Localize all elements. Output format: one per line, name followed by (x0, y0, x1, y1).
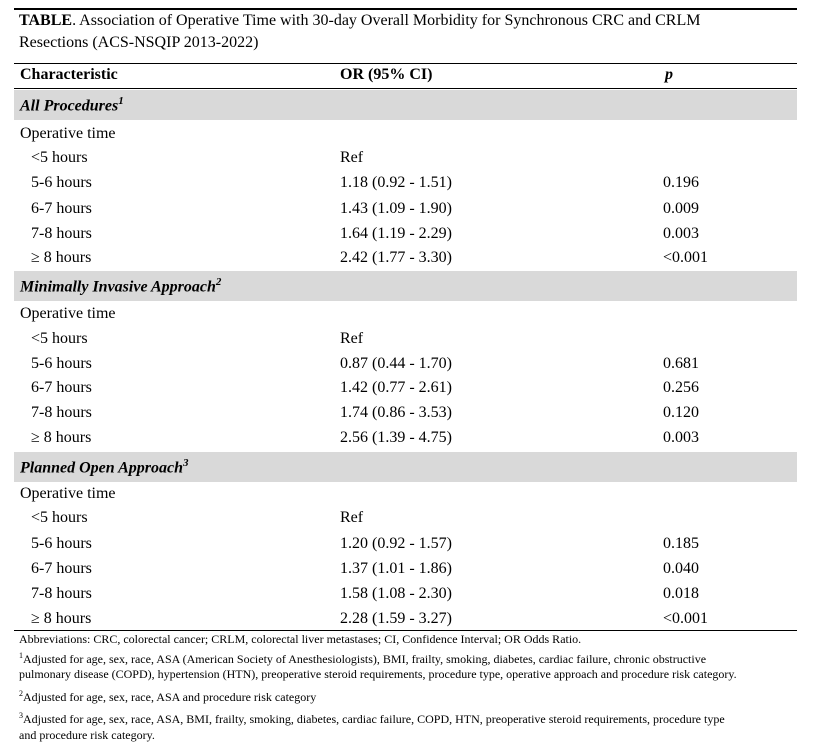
footnote-abbreviations: Abbreviations: CRC, colorectal cancer; CRLM, colorectal liver metastases; CI, Confidence Interval; OR Odds Ratio. (19, 632, 582, 646)
header-characteristic: Characteristic (20, 66, 118, 83)
footnote-1-cont: pulmonary disease (COPD), hypertension (HTN), preoperative steroid requirements, procedure type, operative approach and procedure risk category. (19, 667, 737, 681)
caption-line2: Resections (ACS-NSQIP 2013-2022) (19, 34, 259, 51)
row-or: 1.18 (0.92 - 1.51) (340, 174, 452, 191)
row-label: 6-7 hours (31, 379, 92, 396)
section-title: Planned Open Approach$^3$ (20, 457, 189, 477)
row-or: 1.64 (1.19 - 2.29) (340, 225, 452, 242)
table-row (14, 506, 797, 530)
row-label: 5-6 hours (31, 174, 92, 191)
row-label: 7-8 hours (31, 585, 92, 602)
caption-line1: . Association of Operative Time with 30-day Overall Morbidity for Synchronous CRC and CRLM (72, 12, 701, 29)
row-or: 1.20 (0.92 - 1.57) (340, 535, 452, 552)
row-label: 5-6 hours (31, 355, 92, 372)
section-title: Minimally Invasive Approach$^2$ (20, 276, 222, 296)
row-p: 0.185 (663, 535, 699, 552)
row-p: 0.003 (663, 225, 699, 242)
section-title: All Procedures$^1$ (20, 95, 124, 115)
table-row (14, 222, 797, 246)
row-label: ≥ 8 hours (31, 249, 92, 266)
section-header-all-procedures (14, 90, 797, 120)
row-label: <5 hours (31, 149, 88, 166)
row-label: 5-6 hours (31, 535, 92, 552)
table-row (14, 246, 797, 270)
row-p: 0.120 (663, 404, 699, 421)
row-or: 2.56 (1.39 - 4.75) (340, 429, 452, 446)
row-p: 0.196 (663, 174, 699, 191)
row-or: Ref (340, 509, 364, 526)
row-label: 7-8 hours (31, 225, 92, 242)
row-p: 0.018 (663, 585, 699, 602)
table-row (14, 327, 797, 351)
row-p: <0.001 (663, 610, 709, 627)
row-or: 0.87 (0.44 - 1.70) (340, 355, 452, 372)
header-bottom-rule (14, 88, 797, 89)
footnote-1: $^1$Adjusted for age, sex, race, ASA (American Society of Anesthesiologists), BMI, frailty, smoking, diabetes, cardiac failure, chronic obstructive (19, 650, 707, 666)
row-label: <5 hours (31, 330, 88, 347)
row-or: 1.37 (1.01 - 1.86) (340, 560, 452, 577)
row-p: 0.256 (663, 379, 699, 396)
table-row (14, 197, 797, 221)
group-label: Operative time (20, 485, 116, 502)
row-p: 0.681 (663, 355, 699, 372)
row-label: <5 hours (31, 509, 88, 526)
row-p: <0.001 (663, 249, 709, 266)
table-row (14, 532, 797, 556)
footnote-3-cont: and procedure risk category. (19, 727, 155, 742)
row-or: 1.74 (0.86 - 3.53) (340, 404, 452, 421)
table-row (14, 376, 797, 400)
section-header-minimally-invasive (14, 271, 797, 301)
footnote-2: $^2$Adjusted for age, sex, race, ASA and procedure risk category (19, 688, 317, 704)
row-or: Ref (340, 330, 364, 347)
row-or: Ref (340, 149, 364, 166)
column-header-row (14, 64, 797, 88)
row-p: 0.009 (663, 200, 699, 217)
table-row (14, 352, 797, 376)
section-header-planned-open (14, 452, 797, 482)
row-or: 1.42 (0.77 - 2.61) (340, 379, 452, 396)
group-label-row (14, 302, 797, 326)
bottom-rule (14, 630, 797, 631)
table-row (14, 171, 797, 195)
row-label: ≥ 8 hours (31, 610, 92, 627)
footnotes (19, 632, 819, 743)
group-label: Operative time (20, 305, 116, 322)
row-label: ≥ 8 hours (31, 429, 92, 446)
table-row (14, 401, 797, 425)
table-row (14, 557, 797, 581)
row-p: 0.003 (663, 429, 699, 446)
table-row (14, 146, 797, 170)
table-row (14, 607, 797, 631)
row-or: 1.58 (1.08 - 2.30) (340, 585, 452, 602)
header-or: OR (95% CI) (340, 66, 433, 83)
group-label: Operative time (20, 125, 116, 142)
caption-lead: TABLE (19, 12, 73, 29)
header-p: p (665, 66, 673, 83)
row-label: 6-7 hours (31, 560, 92, 577)
table-row (14, 582, 797, 606)
row-label: 7-8 hours (31, 404, 92, 421)
table-caption (19, 10, 789, 54)
group-label-row (14, 482, 797, 506)
group-label-row (14, 122, 797, 146)
row-or: 1.43 (1.09 - 1.90) (340, 200, 452, 217)
table-row (14, 426, 797, 450)
footnote-3: $^3$Adjusted for age, sex, race, ASA, BMI, frailty, smoking, diabetes, cardiac failure, COPD, HTN, preoperative steroid requirements, procedure type (19, 711, 725, 726)
row-p: 0.040 (663, 560, 699, 577)
row-or: 2.42 (1.77 - 3.30) (340, 249, 452, 266)
row-or: 2.28 (1.59 - 3.27) (340, 610, 452, 627)
row-label: 6-7 hours (31, 200, 92, 217)
